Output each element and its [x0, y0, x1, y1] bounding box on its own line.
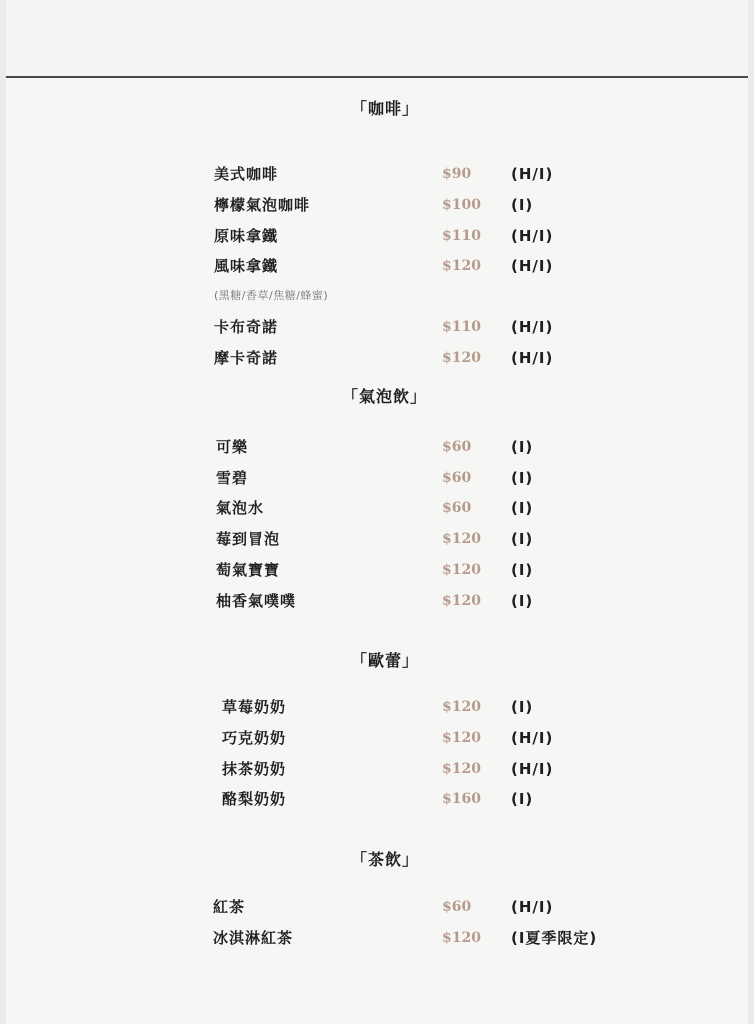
- section-title-coffee: 「咖啡」: [351, 99, 420, 118]
- item-name: 紅茶: [213, 898, 246, 916]
- menu-row: [6, 496, 748, 520]
- menu-row: [6, 315, 748, 339]
- menu-row: [6, 193, 748, 217]
- menu-row: [6, 527, 748, 551]
- menu-row: [6, 589, 748, 613]
- item-price: $100: [442, 197, 481, 213]
- item-price: $120: [442, 531, 481, 547]
- menu-row: [6, 162, 748, 186]
- item-price: $120: [442, 730, 481, 746]
- item-temp: (I): [511, 698, 534, 716]
- menu-row: [6, 895, 748, 919]
- item-name: 風味拿鐵: [214, 257, 279, 275]
- item-name: 美式咖啡: [214, 165, 279, 183]
- section-title-ole: 「歐蕾」: [351, 651, 420, 670]
- item-temp: (I): [511, 790, 534, 808]
- item-temp: (I夏季限定): [511, 929, 598, 947]
- item-name: 莓到冒泡: [216, 530, 281, 548]
- item-name: 柚香氣噗噗: [216, 592, 297, 610]
- menu-row: [6, 726, 748, 750]
- item-temp: (I): [511, 530, 534, 548]
- item-temp: (I): [511, 196, 534, 214]
- item-price: $110: [442, 228, 481, 244]
- menu-row: [6, 466, 748, 490]
- item-price: $120: [442, 593, 481, 609]
- item-name: 酪梨奶奶: [222, 790, 287, 808]
- flavor-note: (黑糖/香草/焦糖/蜂蜜): [214, 289, 329, 302]
- item-price: $90: [442, 166, 472, 182]
- item-temp: (I): [511, 469, 534, 487]
- item-temp: (H/I): [511, 729, 554, 747]
- menu-row: [6, 757, 748, 781]
- menu-row: [6, 254, 748, 278]
- item-name: 雪碧: [216, 469, 249, 487]
- item-temp: (H/I): [511, 257, 554, 275]
- item-price: $120: [442, 699, 481, 715]
- item-name: 氣泡水: [216, 499, 265, 517]
- menu-row: [6, 787, 748, 811]
- item-price: $160: [442, 791, 481, 807]
- menu-row: [6, 926, 748, 950]
- item-name: 抹茶奶奶: [222, 760, 287, 778]
- item-temp: (I): [511, 438, 534, 456]
- item-temp: (H/I): [511, 760, 554, 778]
- menu-row: [6, 224, 748, 248]
- top-band: [6, 0, 748, 76]
- section-title-tea: 「茶飲」: [351, 850, 420, 869]
- item-name: 草莓奶奶: [222, 698, 287, 716]
- menu-row: [6, 435, 748, 459]
- item-temp: (I): [511, 499, 534, 517]
- item-temp: (H/I): [511, 165, 554, 183]
- item-temp: (H/I): [511, 349, 554, 367]
- item-price: $120: [442, 562, 481, 578]
- item-price: $120: [442, 930, 481, 946]
- item-name: 冰淇淋紅茶: [213, 929, 294, 947]
- item-price: $120: [442, 258, 481, 274]
- section-title-sparkling: 「氣泡飲」: [342, 387, 428, 406]
- item-temp: (H/I): [511, 898, 554, 916]
- item-name: 檸檬氣泡咖啡: [214, 196, 311, 214]
- item-price: $60: [442, 439, 472, 455]
- item-temp: (H/I): [511, 318, 554, 336]
- item-price: $60: [442, 470, 472, 486]
- item-name: 巧克奶奶: [222, 729, 287, 747]
- item-temp: (I): [511, 592, 534, 610]
- menu-row: [6, 558, 748, 582]
- item-name: 卡布奇諾: [214, 318, 279, 336]
- menu-row: [6, 695, 748, 719]
- item-price: $120: [442, 350, 481, 366]
- item-name: 萄氣寶寶: [216, 561, 281, 579]
- item-temp: (I): [511, 561, 534, 579]
- item-price: $120: [442, 761, 481, 777]
- item-temp: (H/I): [511, 227, 554, 245]
- menu-row: [6, 346, 748, 370]
- item-price: $110: [442, 319, 481, 335]
- item-name: 摩卡奇諾: [214, 349, 279, 367]
- header-divider: [6, 76, 748, 78]
- item-price: $60: [442, 500, 472, 516]
- item-price: $60: [442, 899, 472, 915]
- item-name: 原味拿鐵: [214, 227, 279, 245]
- item-name: 可樂: [216, 438, 249, 456]
